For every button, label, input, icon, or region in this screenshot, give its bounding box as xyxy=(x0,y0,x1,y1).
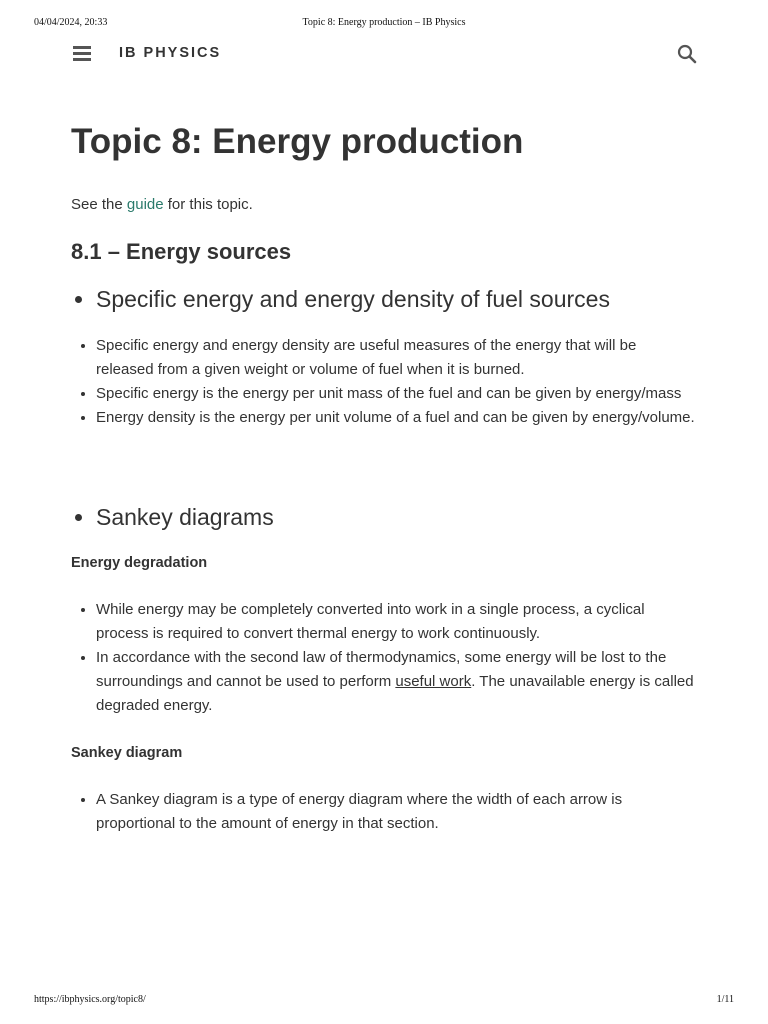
subsection-list-2 xyxy=(71,501,697,533)
list-item: • While energy may be completely converted into work in a single process, a cyclical process is required to convert thermal energy to work continuously. xyxy=(96,598,697,646)
bullet-list-1 xyxy=(71,334,697,430)
list-item xyxy=(96,646,697,718)
list-item: • Specific energy and energy density are useful measures of the energy that will be released from a given weight or volume of fuel when it is burned. xyxy=(96,334,697,382)
bullet-list-3 xyxy=(71,788,697,836)
print-page-count: 1/11 xyxy=(716,994,734,1005)
intro-after: for this topic. xyxy=(163,196,253,213)
print-datetime: 04/04/2024, 20:33 xyxy=(34,17,108,28)
subsection-heading-sankey: • Sankey diagrams xyxy=(96,501,697,533)
list-item: • Specific energy is the energy per unit mass of the fuel and can be given by energy/mass xyxy=(96,382,697,406)
site-title-link[interactable]: IB PHYSICS xyxy=(119,45,222,61)
intro-before: See the xyxy=(71,196,127,213)
guide-link[interactable]: guide xyxy=(126,196,164,213)
print-url: https://ibphysics.org/topic8/ xyxy=(34,994,146,1005)
bullet-list-2 xyxy=(71,598,697,718)
item-text-before: In accordance with the second law of thermodynamics, some energy will be lost to the surroundings and cannot be used to perform xyxy=(96,649,667,690)
intro-text xyxy=(71,194,697,216)
subhead-sankey-diagram: Sankey diagram xyxy=(71,745,183,761)
search-icon[interactable] xyxy=(677,44,697,64)
page-title: Topic 8: Energy production xyxy=(71,122,524,161)
list-item: • Energy density is the energy per unit volume of a fuel and can be given by energy/volume. xyxy=(96,406,697,430)
print-page-title: Topic 8: Energy production – IB Physics xyxy=(302,17,466,28)
article-content xyxy=(71,118,697,907)
site-header xyxy=(71,40,697,68)
useful-work-link[interactable]: useful work xyxy=(395,673,472,690)
subhead-energy-degradation: Energy degradation xyxy=(71,555,208,571)
list-item: • A Sankey diagram is a type of energy diagram where the width of each arrow is proportional to the amount of energy in that section. xyxy=(96,788,697,836)
item-text-after: . The unavailable energy is called degraded energy. xyxy=(96,673,694,714)
subsection-heading-specific-energy: • Specific energy and energy density of fuel sources xyxy=(96,283,697,315)
section-heading: 8.1 – Energy sources xyxy=(71,239,292,264)
hamburger-menu-icon[interactable] xyxy=(73,46,91,60)
print-footer xyxy=(34,994,734,1008)
subsection-list-1 xyxy=(71,283,697,315)
print-header xyxy=(34,17,734,31)
